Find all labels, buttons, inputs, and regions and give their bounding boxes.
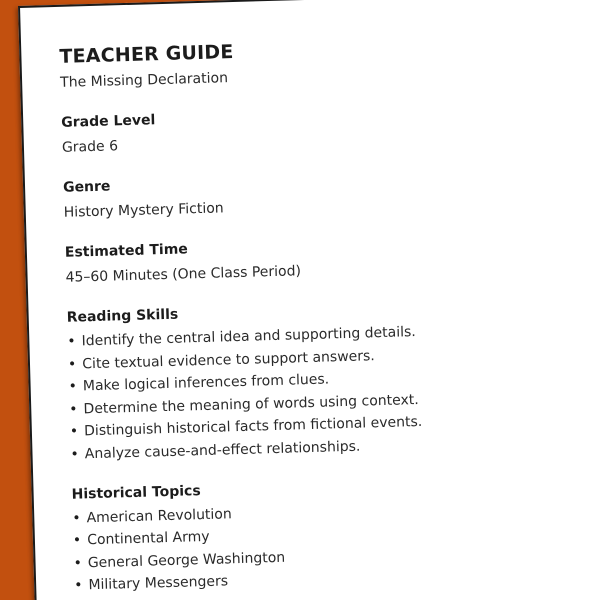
document-title: TEACHER GUIDE xyxy=(59,41,234,68)
bullet-icon: • xyxy=(72,532,82,549)
historical-topics-section xyxy=(71,475,426,594)
genre-label: Genre xyxy=(62,178,111,196)
list-item-text: Continental Army xyxy=(86,528,210,549)
reading-skills-list xyxy=(67,323,423,463)
list-item-text: Cite textual evidence to support answers. xyxy=(82,347,375,372)
estimated-time-value: 45–60 Minutes (One Class Period) xyxy=(65,263,302,286)
document-page xyxy=(18,0,600,600)
list-item-text: Make logical inferences from clues. xyxy=(82,371,330,395)
bullet-icon: • xyxy=(73,554,83,572)
list-item-text: Determine the meaning of words using context. xyxy=(83,391,419,417)
document-content xyxy=(59,35,427,599)
bullet-icon: • xyxy=(69,423,79,440)
list-item-text: Identify the central idea and supporting details. xyxy=(81,324,416,350)
reading-skills-section xyxy=(66,299,423,463)
bullet-icon: • xyxy=(67,356,77,373)
document-subtitle: The Missing Declaration xyxy=(59,70,229,91)
list-item-text: General George Washington xyxy=(87,549,286,571)
grade-level-value: Grade 6 xyxy=(61,138,119,156)
bullet-icon: • xyxy=(70,445,80,463)
genre-value: History Mystery Fiction xyxy=(63,200,224,221)
grade-level-label: Grade Level xyxy=(61,112,156,131)
estimated-time-section xyxy=(65,234,419,287)
bullet-icon: • xyxy=(72,509,81,527)
grade-level-section xyxy=(61,104,415,157)
historical-topics-list xyxy=(72,499,427,594)
historical-topics-label: Historical Topics xyxy=(71,482,201,503)
list-item xyxy=(70,435,423,463)
list-item-text: Distinguish historical facts from fictional events. xyxy=(83,413,423,440)
reading-skills-label: Reading Skills xyxy=(66,306,179,326)
estimated-time-label: Estimated Time xyxy=(64,241,189,261)
list-item xyxy=(74,567,427,595)
bullet-icon: • xyxy=(69,400,78,418)
genre-section xyxy=(63,169,417,222)
list-item-text: Military Messengers xyxy=(88,573,229,594)
bullet-icon: • xyxy=(67,333,76,350)
list-item-text: American Revolution xyxy=(86,505,232,526)
bullet-icon: • xyxy=(73,577,83,594)
list-item-text: Analyze cause-and-effect relationships. xyxy=(84,438,361,462)
bullet-icon: • xyxy=(68,378,78,395)
